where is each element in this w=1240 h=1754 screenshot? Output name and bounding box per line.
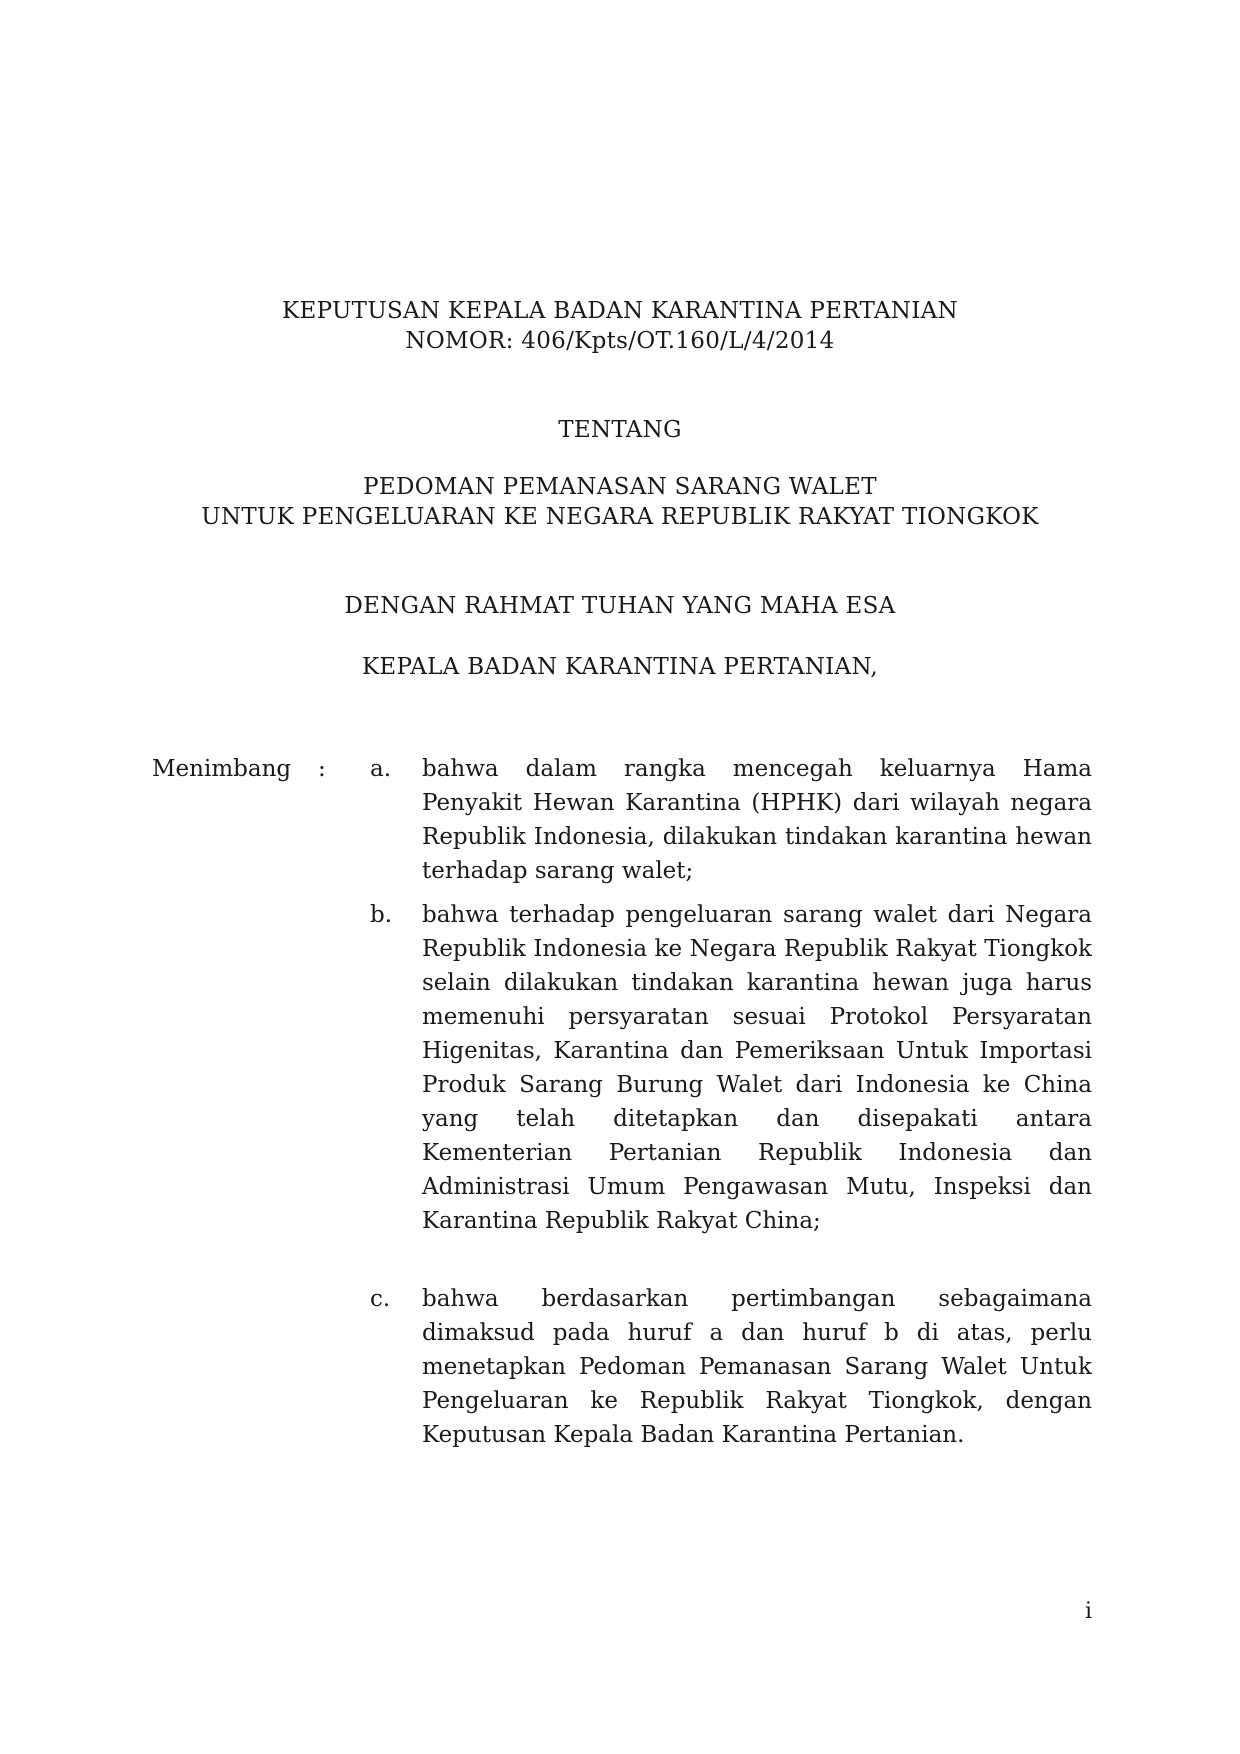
menimbang-item-a [370, 752, 1092, 888]
menimbang-item-c [370, 1282, 1092, 1486]
subject-line-2: UNTUK PENGELUARAN KE NEGARA REPUBLIK RAKYAT TIONGKOK [201, 504, 1039, 530]
page-number: i [1085, 1599, 1093, 1624]
subject-line-1: PEDOMAN PEMANASAN SARANG WALET [363, 474, 877, 500]
item-text: bahwa dalam rangka mencegah keluarnya Hama Penyakit Hewan Karantina (HPHK) dari wilayah negara Republik Indonesia, dilakukan tindakan karantina hewan terhadap sarang walet; [422, 756, 1092, 884]
decree-title-line-1: KEPUTUSAN KEPALA BADAN KARANTINA PERTANIAN [282, 298, 958, 324]
tentang-heading: TENTANG [558, 417, 682, 443]
menimbang-colon: : [318, 756, 326, 782]
item-text: bahwa berdasarkan pertimbangan sebagaimana dimaksud pada huruf a dan huruf b di atas, perlu menetapkan Pedoman Pemanasan Sarang Walet Untuk Pengeluaran ke Republik Rakyat Tiongkok, dengan Keputusan Kepala Badan Karantina Pertanian. [422, 1286, 1092, 1448]
item-text: bahwa terhadap pengeluaran sarang walet dari Negara Republik Indonesia ke Negara Republik Rakyat Tiongkok selain dilakukan tindakan karantina hewan juga harus memenuhi persyaratan sesuai Protokol Persyaratan Higenitas, Karantina dan Pemeriksaan Untuk Importasi Produk Sarang Burung Walet dari Indonesia ke China yang telah ditetapkan dan disepakati antara Kementerian Pertanian Republik Indonesia dan Administrasi Umum Pengawasan Mutu, Inspeksi dan Karantina Republik Rakyat China; [422, 902, 1092, 1234]
menimbang-item-b [370, 898, 1092, 1272]
item-letter: c. [370, 1286, 391, 1312]
item-letter: a. [370, 756, 392, 782]
item-letter: b. [370, 902, 393, 928]
menimbang-label: Menimbang [152, 756, 292, 782]
invocation-line: DENGAN RAHMAT TUHAN YANG MAHA ESA [344, 593, 896, 619]
authority-line: KEPALA BADAN KARANTINA PERTANIAN, [361, 654, 879, 680]
decree-number: NOMOR: 406/Kpts/OT.160/L/4/2014 [405, 328, 835, 354]
